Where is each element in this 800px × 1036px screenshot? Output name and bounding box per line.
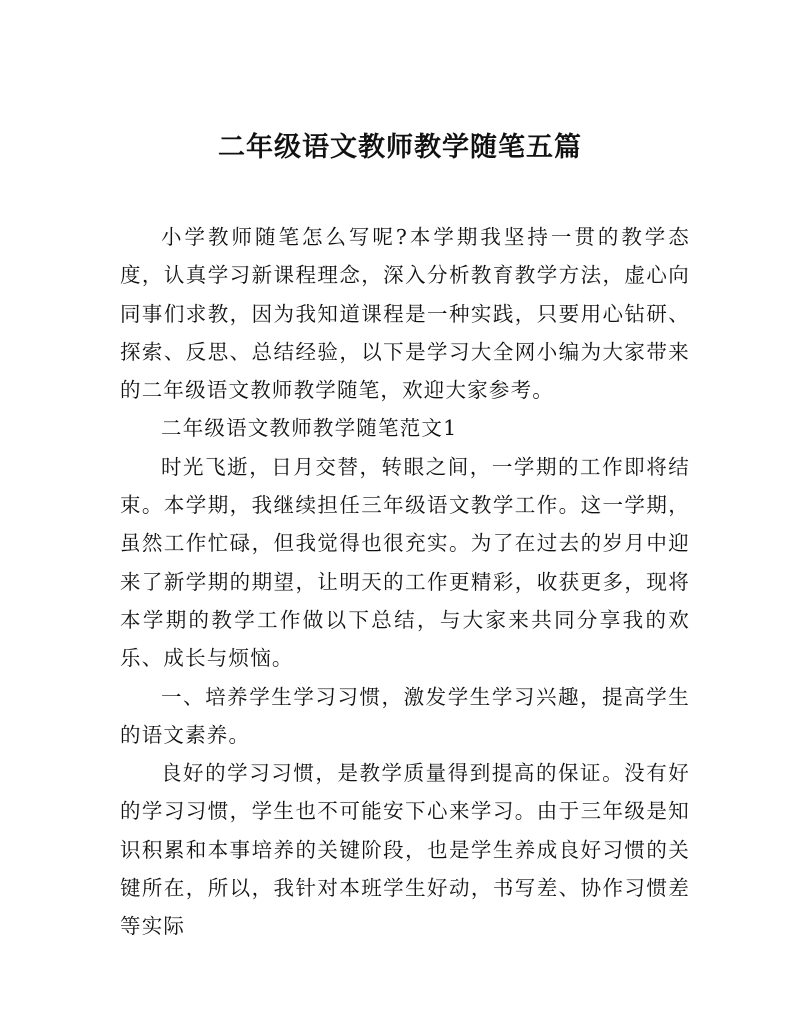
intro-paragraph: 小学教师随笔怎么写呢?本学期我坚持一贯的教学态度，认真学习新课程理念，深入分析教育教学方法，虚心向同事们求教，因为我知道课程是一种实践，只要用心钻研、探索、反思、总结经验，以下是学习大全网小编为大家带来的二年级语文教师教学随笔，欢迎大家参考。 [120,225,690,403]
body-paragraph: 良好的学习习惯，是教学质量得到提高的保证。没有好的学习习惯，学生也不可能安下心来学习。由于三年级是知识积累和本事培养的关键阶段，也是学生养成良好习惯的关键所在，所以，我针对本班学生好动，书写差、协作习惯差等实际 [120,761,690,939]
document-body [120,218,690,946]
subsection-heading: 一、培养学生学习习惯，激发学生学习兴趣，提高学生的语文素养。 [120,684,690,747]
document-title: 二年级语文教师教学随笔五篇 [218,132,582,163]
section-heading: 二年级语文教师教学随笔范文1 [161,416,458,441]
body-paragraph: 时光飞逝，日月交替，转眼之间，一学期的工作即将结束。本学期，我继续担任三年级语文教学工作。这一学期，虽然工作忙碌，但我觉得也很充实。为了在过去的岁月中迎来了新学期的期望，让明天的工作更精彩，收获更多，现将本学期的教学工作做以下总结，与大家来共同分享我的欢乐、成长与烦恼。 [120,454,690,671]
